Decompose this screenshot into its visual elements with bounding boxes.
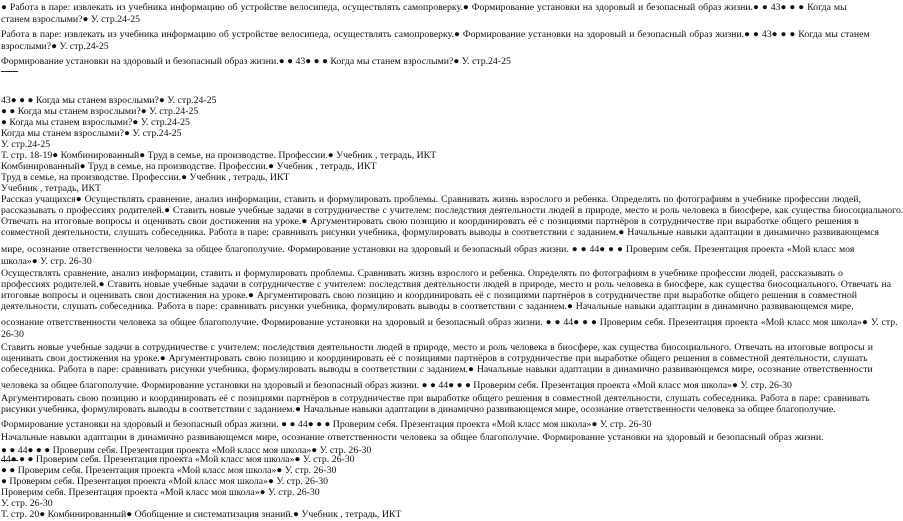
text-line: школа»● У. стр. 26-30 bbox=[1, 256, 92, 267]
text-line: 44● ● ● Проверим себя. Презентация проекта «Мой класс моя школа»● У. стр. 26-30 bbox=[1, 454, 355, 465]
text-line: итоговые вопросы и оценивать свои достижения на уроке.● Аргументировать свою позицию и координировать её с позициями партнёров в сотрудничестве при выработке общего решения в совместной bbox=[1, 290, 857, 301]
text-line: профессиях родителей.● Ставить новые учебные задачи в сотрудничестве с учителем: последствия деятельности людей в природе, место и роль человека в биосфере, как существа биосоциального. Отвечать на bbox=[1, 279, 892, 290]
text-line: 26-30 bbox=[1, 329, 24, 340]
text-line: совместной деятельности, слушать собеседника. Работа в паре: сравнивать рисунки учебника, формулировать выводы в соответствии с заданием.● Начальные навыки адаптации в динамично развивающемся bbox=[1, 227, 880, 238]
text-line: Учебник , тетрадь, ИКТ bbox=[1, 183, 102, 194]
text-line: ● ● Когда мы станем взрослыми?● У. стр.24-25 bbox=[1, 106, 199, 117]
text-line: Когда мы станем взрослыми?● У. стр.24-25 bbox=[1, 128, 182, 139]
text-line: У. стр. 26-30 bbox=[1, 498, 53, 509]
text-line: собеседника. Работа в паре: сравнивать рисунки учебника, формулировать выводы в соответствии с заданием.● Начальные навыки адаптации в динамично развивающемся мире, осознание ответственности bbox=[1, 364, 873, 375]
text-line: станем взрослыми?● У. стр.24-25 bbox=[1, 14, 141, 25]
text-line: Работа в паре: извлекать из учебника информацию об устройстве велосипеда, осуществлять самопроверку.● Формирование установки на здоровый и безопасный образ жизни.● ● 43● ● ● Когда мы станем bbox=[1, 29, 870, 40]
text-line: оценивать свои достижения на уроке.● Аргументировать свою позицию и координировать её с позициями партнёров в сотрудничестве при выработке общего решения в совместной деятельности, слушать bbox=[1, 353, 868, 364]
text-line: Ставить новые учебные задачи в сотрудничестве с учителем: последствия деятельности людей в природе, место и роль человека в биосфере, как существа биосоциального. Отвечать на итоговые вопросы и bbox=[1, 342, 873, 353]
text-line: ● Когда мы станем взрослыми?● У. стр.24-25 bbox=[1, 117, 190, 128]
text-line: рисунки учебника, формулировать выводы в соответствии с заданием.● Начальные навыки адаптации в динамично развивающемся мире, осознание ответственности человека за общее благополучие. bbox=[1, 404, 836, 415]
text-line: деятельности, слушать собеседника. Работа в паре: сравнивать рисунки учебника, формулировать выводы в соответствии с заданием.● Начальные навыки адаптации в динамично развивающемся мире, bbox=[1, 301, 854, 312]
text-line: рассказывать о профессиях родителей.● Ставить новые учебные задачи в сотрудничестве с учителем: последствия деятельности людей в природе, место и роль человека в биосфере, как существа биосоциального. bbox=[1, 205, 903, 216]
text-line: Осуществлять сравнение, анализ информации, ставить и формулировать проблемы. Сравнивать жизнь взрослого и ребенка. Определять по фотографиям в учебнике профессии людей, рассказывать о bbox=[1, 268, 843, 279]
text-line: Т. стр. 18-19● Комбинированный● Труд в семье, на производстве. Профессии.● Учебник , тетрадь, ИКТ bbox=[1, 150, 437, 161]
text-line: Рассказ учащихся● Осуществлять сравнение, анализ информации, ставить и формулировать проблемы. Сравнивать жизнь взрослого и ребенка. Определять по фотографиям в учебнике профессии людей, bbox=[1, 194, 861, 205]
text-line: мире, осознание ответственности человека за общее благополучие. Формирование установки на здоровый и безопасный образ жизни. ● ● 44● ● ● Проверим себя. Презентация проекта «Мой класс моя bbox=[1, 244, 855, 255]
text-line: Комбинированный● Труд в семье, на производстве. Профессии.● Учебник , тетрадь, ИКТ bbox=[1, 161, 377, 172]
text-line: 43● ● ● Когда мы станем взрослыми?● У. стр.24-25 bbox=[1, 95, 217, 106]
text-line: Проверим себя. Презентация проекта «Мой класс моя школа»● У. стр. 26-30 bbox=[1, 487, 320, 498]
text-line: человека за общее благополучие. Формирование установки на здоровый и безопасный образ жизни. ● ● 44● ● ● Проверим себя. Презентация проекта «Мой класс моя школа»● У. стр. 26-30 bbox=[1, 380, 792, 391]
text-line: Аргументировать свою позицию и координировать её с позициями партнёров в сотрудничестве при выработке общего решения в совместной деятельности, слушать собеседника. Работа в паре: сравнивать bbox=[1, 393, 870, 404]
text-line: ● ● Проверим себя. Презентация проекта «Мой класс моя школа»● У. стр. 26-30 bbox=[1, 465, 337, 476]
text-line: Начальные навыки адаптации в динамично развивающемся мире, осознание ответственности человека за общее благополучие. Формирование установки на здоровый и безопасный образ жизни. bbox=[1, 432, 824, 443]
text-line: У. стр.24-25 bbox=[1, 139, 51, 150]
text-line: ● ● 44● ● ● Проверим себя. Презентация проекта «Мой класс моя школа»● У. стр. 26-30 bbox=[1, 445, 372, 456]
text-line: взрослыми?● У. стр.24-25 bbox=[1, 41, 109, 52]
text-line: Труд в семье, на производстве. Профессии.● Учебник , тетрадь, ИКТ bbox=[1, 172, 290, 183]
text-line: Формирование установки на здоровый и безопасный образ жизни.● ● 43● ● ● Когда мы станем взрослыми?● У. стр.24-25 bbox=[1, 56, 511, 67]
text-line: Т. стр. 20● Комбинированный● Обобщение и систематизация знаний.● Учебник , тетрадь, ИКТ bbox=[1, 509, 402, 520]
text-line: осознание ответственности человека за общее благополучие. Формирование установки на здоровый и безопасный образ жизни. ● ● 44● ● ● Проверим себя. Презентация проекта «Мой класс моя школа»● У. стр. bbox=[1, 317, 898, 328]
text-line: ● Работа в паре: извлекать из учебника информацию об устройстве велосипеда, осуществлять самопроверку.● Формирование установки на здоровый и безопасный образ жизни.● ● 43● ● ● Когда мы bbox=[1, 2, 847, 13]
text-line: Формирование установки на здоровый и безопасный образ жизни. ● ● 44● ● ● Проверим себя. Презентация проекта «Мой класс моя школа»● У. стр. 26-30 bbox=[1, 419, 652, 430]
separator-line bbox=[1, 71, 18, 72]
text-line: ● Проверим себя. Презентация проекта «Мой класс моя школа»● У. стр. 26-30 bbox=[1, 476, 329, 487]
text-line: Отвечать на итоговые вопросы и оценивать свои достижения на уроке.● Аргументировать свою позицию и координировать её с позициями партнёров в сотрудничестве при выработке общего решения в bbox=[1, 216, 859, 227]
